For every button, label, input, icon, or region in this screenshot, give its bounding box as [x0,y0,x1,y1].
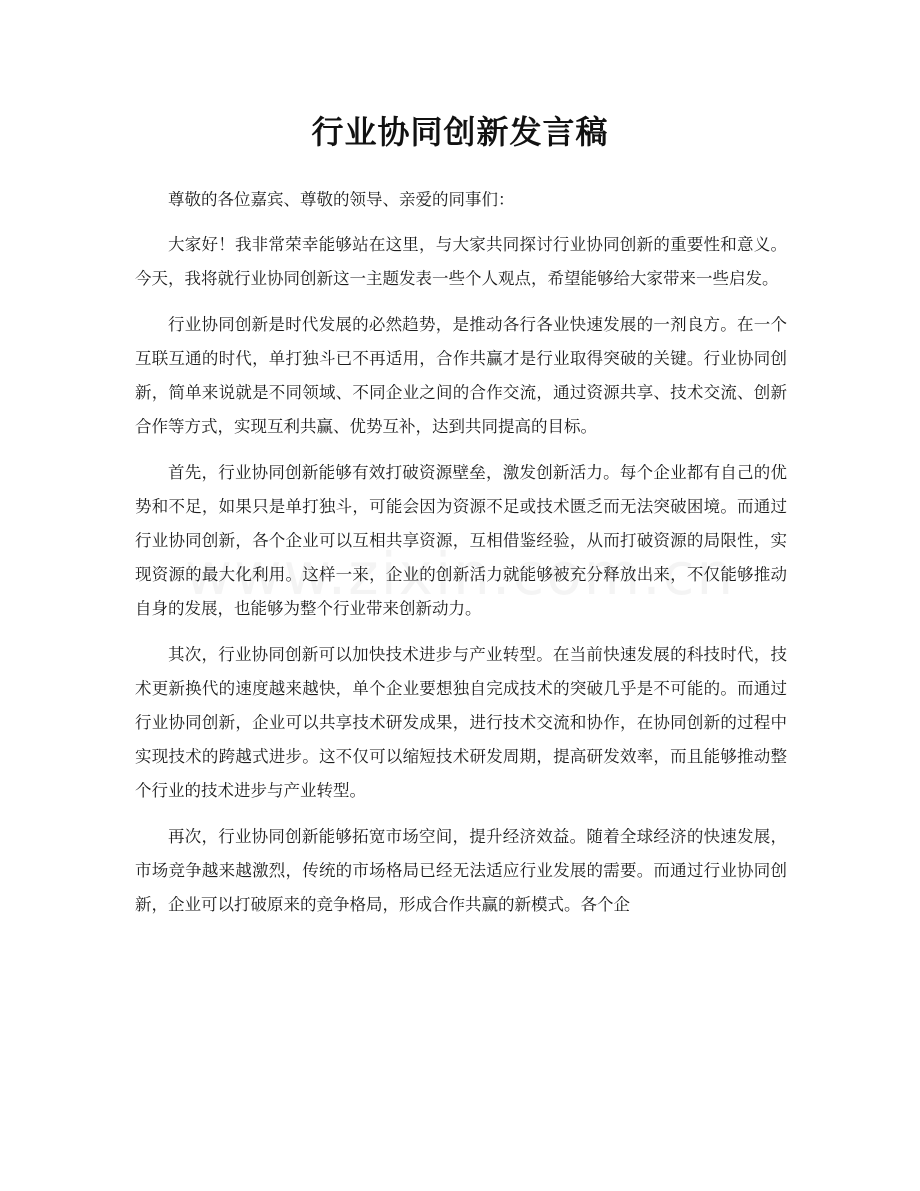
greeting-paragraph: 尊敬的各位嘉宾、尊敬的领导、亲爱的同事们： [168,190,515,209]
body-paragraph: 首先，行业协同创新能够有效打破资源壁垒，激发创新活力。每个企业都有自己的优势和不足，如果只是单打独斗，可能会因为资源不足或技术匮乏而无法突破困境。而通过行业协同创新，各个企业可以互相共享资源，互相借鉴经验，从而打破资源的局限性，实现资源的最大化利用。这样一来，企业的创新活力就能够被充分释放出来，不仅能够推动自身的发展，也能够为整个行业带来创新动力。 [135,463,787,618]
body-paragraph: 其次，行业协同创新可以加快技术进步与产业转型。在当前快速发展的科技时代，技术更新换代的速度越来越快，单个企业要想独自完成技术的突破几乎是不可能的。而通过行业协同创新，企业可以共享技术研发成果，进行技术交流和协作，在协同创新的过程中实现技术的跨越式进步。这不仅可以缩短技术研发周期，提高研发效率，而且能够推动整个行业的技术进步与产业转型。 [135,645,787,800]
document-title: 行业协同创新发言稿 [311,113,609,151]
body-paragraph: 再次，行业协同创新能够拓宽市场空间，提升经济效益。随着全球经济的快速发展，市场竞争越来越激烈，传统的市场格局已经无法适应行业发展的需要。而通过行业协同创新，企业可以打破原来的竞争格局，形成合作共赢的新模式。各个企 [135,827,787,914]
document-body [135,183,787,934]
intro-paragraph: 大家好！我非常荣幸能够站在这里，与大家共同探讨行业协同创新的重要性和意义。今天，我将就行业协同创新这一主题发表一些个人观点，希望能够给大家带来一些启发。 [135,235,787,288]
body-paragraph: 行业协同创新是时代发展的必然趋势，是推动各行各业快速发展的一剂良方。在一个互联互通的时代，单打独斗已不再适用，合作共赢才是行业取得突破的关键。行业协同创新，简单来说就是不同领域、不同企业之间的合作交流，通过资源共享、技术交流、创新合作等方式，实现互利共赢、优势互补，达到共同提高的目标。 [135,315,787,436]
